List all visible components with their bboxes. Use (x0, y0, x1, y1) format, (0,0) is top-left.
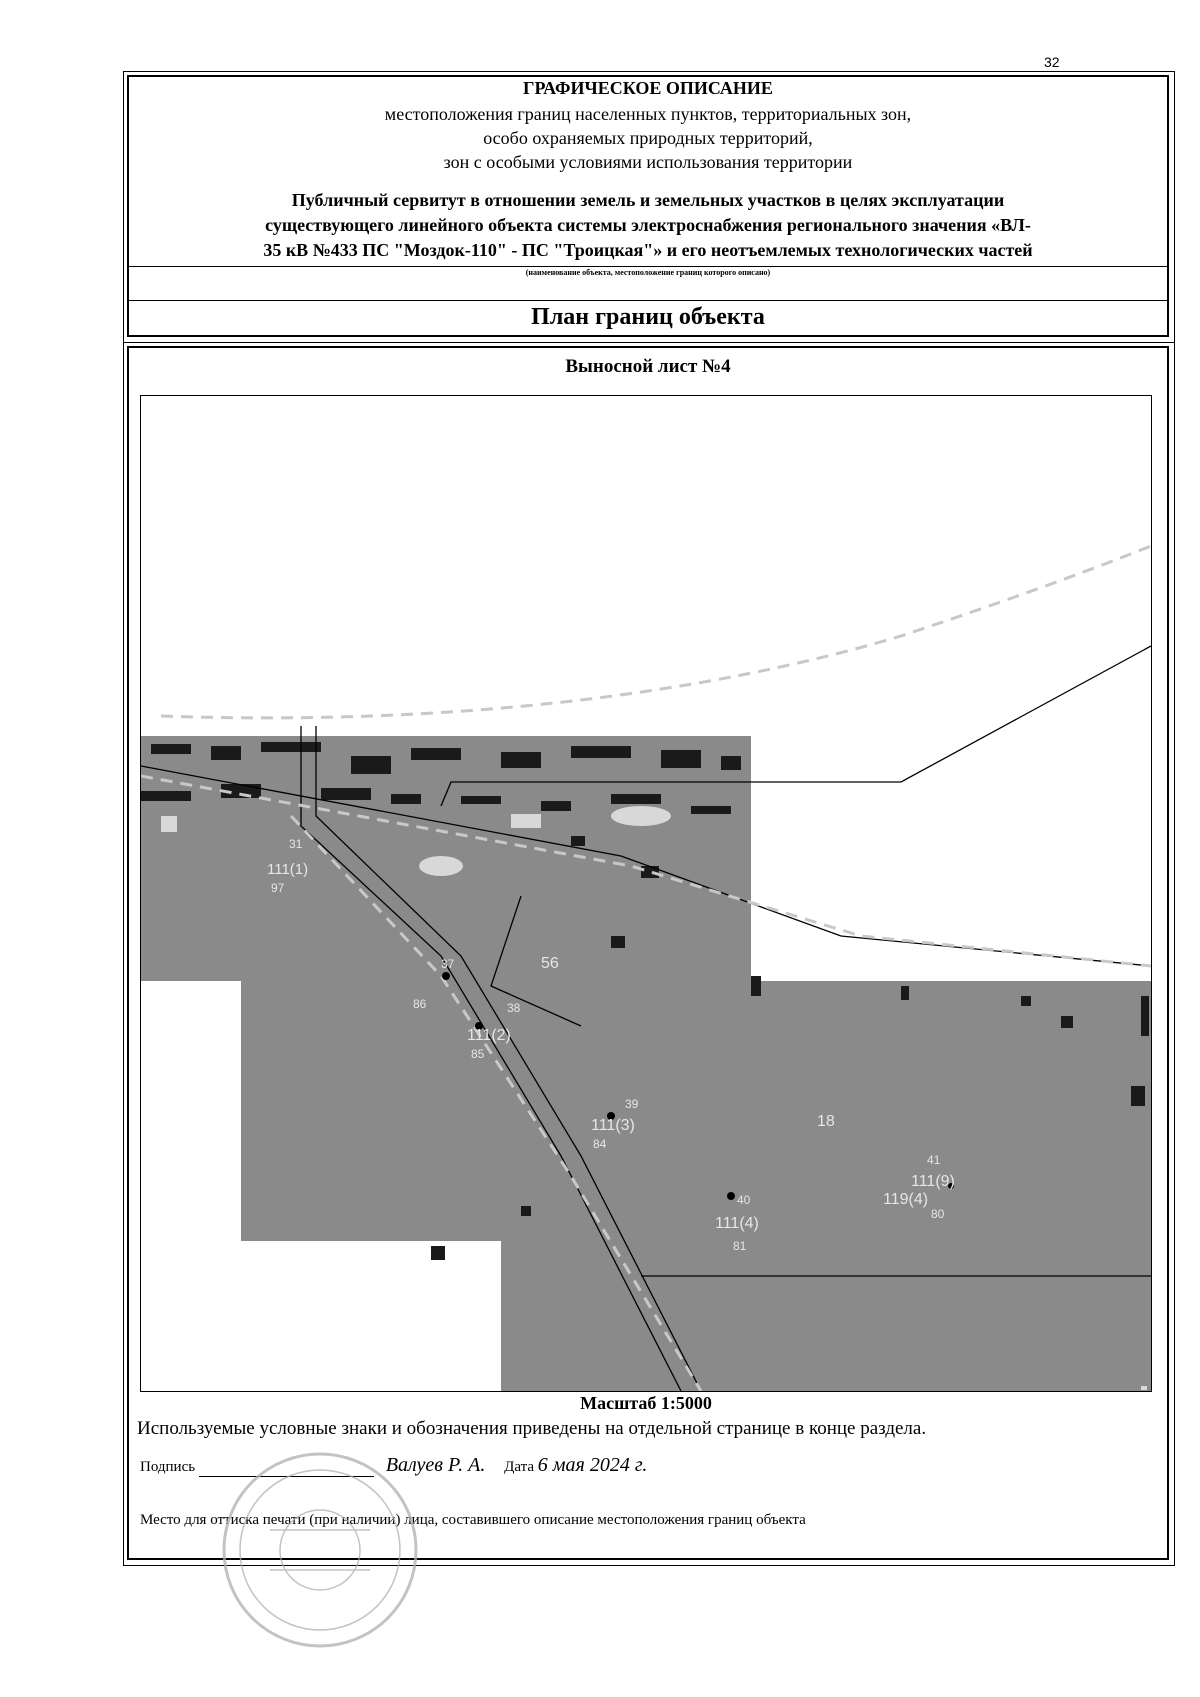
signer-name: Валуев Р. А. (385, 1454, 486, 1476)
object-description (130, 188, 1166, 263)
legend-note: Используемые условные знаки и обозначения приведены на отдельной странице в конце раздела. (137, 1418, 927, 1439)
road-corridor (261, 396, 316, 726)
terrain-area-main (241, 981, 1151, 1391)
label-85: 85 (471, 1047, 485, 1061)
label-80: 80 (931, 1207, 945, 1221)
label-39: 39 (625, 1097, 639, 1111)
object-note: (наименование объекта, местоположение границ которого описано) (525, 268, 771, 277)
subtitle-line-2: особо охраняемых природных территорий, (483, 128, 813, 148)
map-scale: Масштаб 1:5000 (580, 1393, 712, 1413)
sheet-title: Выносной лист №4 (565, 356, 731, 377)
seal-stamp-icon (210, 1440, 430, 1660)
label-86: 86 (413, 997, 427, 1011)
boundary-map (140, 395, 1152, 1392)
object-line-2: существующего линейного объекта системы электроснабжения регионального значения «ВЛ- (265, 215, 1031, 235)
label-40: 40 (737, 1193, 751, 1207)
subtitle-line-3: зон с особыми условиями использования территории (443, 152, 853, 172)
stamp-place-note: Место для оттиска печати (при наличии) лица, составившего описание местоположения границ объекта (140, 1512, 806, 1528)
object-line-3: 35 кВ №433 ПС "Моздок-110" - ПС "Троицкая"» и его неотъемлемых технологических частей (263, 240, 1033, 260)
label-81: 81 (733, 1239, 747, 1253)
date-value: 6 мая 2024 г. (537, 1454, 648, 1476)
page-number: 32 (1044, 54, 1060, 70)
document-title: ГРАФИЧЕСКОЕ ОПИСАНИЕ (523, 78, 773, 98)
label-37: 37 (441, 957, 455, 971)
label-18: 18 (817, 1113, 835, 1130)
label-111-4: 111(4) (715, 1215, 759, 1232)
label-111-9: 111(9) (911, 1173, 955, 1190)
label-97: 97 (271, 881, 285, 895)
label-31: 31 (289, 837, 303, 851)
signature-label: Подпись (140, 1459, 196, 1475)
label-56: 56 (541, 955, 559, 972)
label-41: 41 (927, 1153, 941, 1167)
label-111-2: 111(2) (467, 1027, 511, 1044)
label-84: 84 (593, 1137, 607, 1151)
subtitle-line-1: местоположения границ населенных пунктов, территориальных зон, (384, 104, 912, 124)
label-119-4: 119(4) (883, 1191, 929, 1208)
label-111-3: 111(3) (591, 1117, 635, 1134)
object-line-1: Публичный сервитут в отношении земель и земельных участков в целях эксплуатации (291, 190, 1005, 210)
label-38: 38 (507, 1001, 521, 1015)
divider (127, 266, 1169, 267)
divider (127, 300, 1169, 301)
date-label: Дата (504, 1459, 535, 1475)
label-111-1: 111(1) (267, 861, 309, 878)
plan-title: План границ объекта (531, 304, 765, 330)
